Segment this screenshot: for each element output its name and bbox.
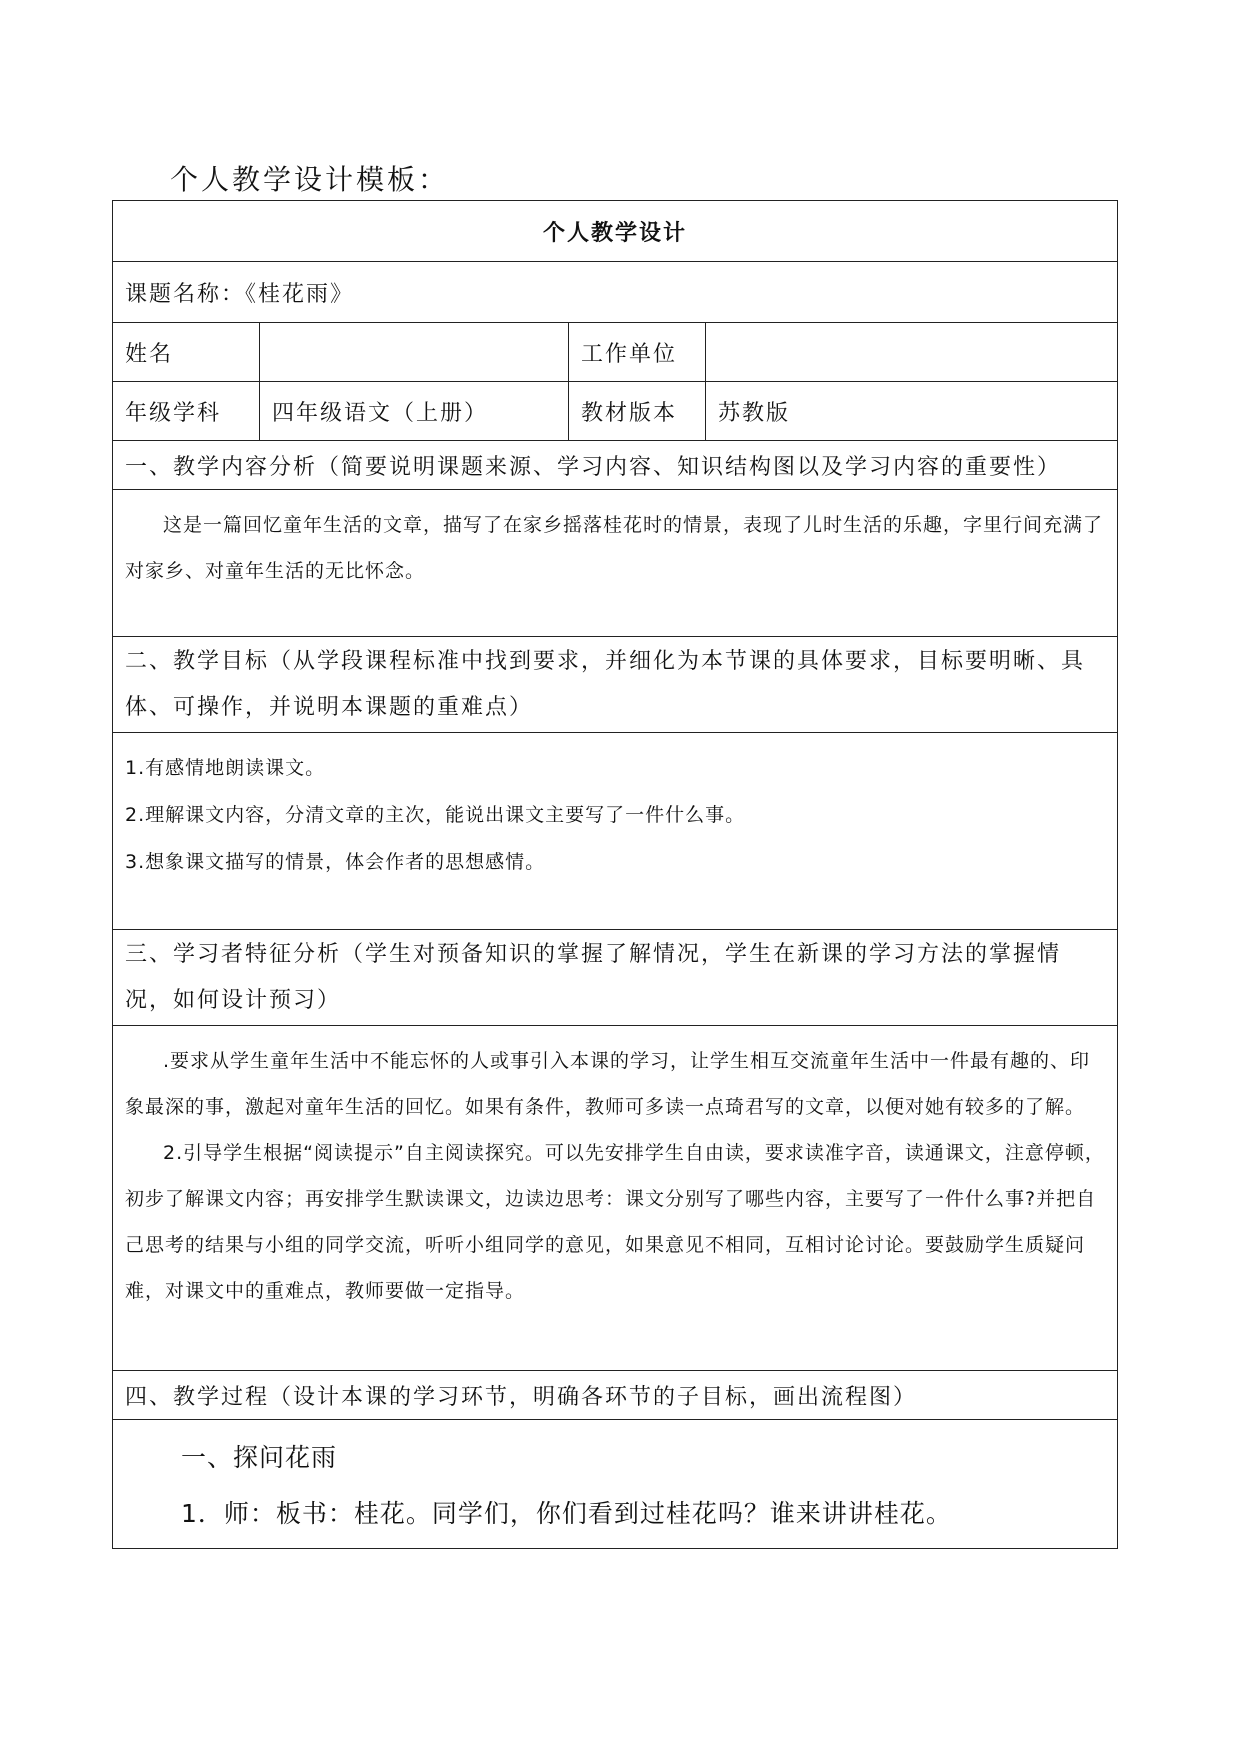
goal-item: 2.理解课文内容，分清文章的主次，能说出课文主要写了一件什么事。 xyxy=(125,804,746,826)
learner-paragraph: .要求从学生童年生活中不能忘怀的人或事引入本课的学习，让学生相互交流童年生活中一件最有趣的、印象最深的事，激起对童年生活的回忆。如果有条件，教师可多读一点琦君写的文章，以便对她有较多的了解。 xyxy=(125,1050,1091,1118)
work-unit-label: 工作单位 xyxy=(569,323,706,382)
section1-body-cell xyxy=(113,490,1118,637)
table-title: 个人教学设计 xyxy=(113,201,1118,262)
work-unit-value xyxy=(706,323,1118,382)
section4-heading: 四、教学过程（设计本课的学习环节，明确各环节的子目标，画出流程图） xyxy=(113,1371,1118,1420)
learner-analysis-cell xyxy=(113,1026,1118,1371)
process-cell xyxy=(113,1420,1118,1549)
learner-paragraph: 2.引导学生根据“阅读提示”自主阅读探究。可以先安排学生自由读，要求读准字音，读通课文，注意停顿，初步了解课文内容；再安排学生默读课文，边读边思考：课文分别写了哪些内容，主要写了一件什么事?并把自己思考的结果与小组的同学交流，听听小组同学的意见，如果意见不相同，互相讨论讨论。要鼓励学生质疑问难，对课文中的重难点，教师要做一定指导。 xyxy=(125,1142,1105,1302)
textbook-edition-label: 教材版本 xyxy=(569,382,706,441)
goal-item: 3.想象课文描写的情景，体会作者的思想感情。 xyxy=(125,851,546,873)
goal-item: 1.有感情地朗读课文。 xyxy=(125,757,326,779)
name-value xyxy=(260,323,569,382)
content-analysis-text: 这是一篇回忆童年生活的文章，描写了在家乡摇落桂花时的情景，表现了儿时生活的乐趣，字里行间充满了对家乡、对童年生活的无比怀念。 xyxy=(125,514,1104,582)
page-heading: 个人教学设计模板： xyxy=(170,163,450,196)
textbook-edition-value: 苏教版 xyxy=(706,382,1118,441)
name-label: 姓名 xyxy=(113,323,260,382)
grade-subject-value: 四年级语文（上册） xyxy=(260,382,569,441)
process-step-line: 1．师：板书：桂花。同学们，你们看到过桂花吗？谁来讲讲桂花。 xyxy=(181,1499,952,1528)
goals-list xyxy=(113,733,1118,930)
section1-heading: 一、教学内容分析（简要说明课题来源、学习内容、知识结构图以及学习内容的重要性） xyxy=(113,441,1118,490)
section2-heading: 二、教学目标（从学段课程标准中找到要求，并细化为本节课的具体要求，目标要明晰、具体、可操作，并说明本课题的重难点） xyxy=(113,637,1118,733)
process-step-title: 一、探问花雨 xyxy=(181,1443,338,1472)
lesson-design-table xyxy=(112,200,1118,1549)
topic-name: 课题名称：《桂花雨》 xyxy=(113,262,1118,323)
grade-subject-label: 年级学科 xyxy=(113,382,260,441)
section3-heading: 三、学习者特征分析（学生对预备知识的掌握了解情况，学生在新课的学习方法的掌握情况，如何设计预习） xyxy=(113,930,1118,1026)
